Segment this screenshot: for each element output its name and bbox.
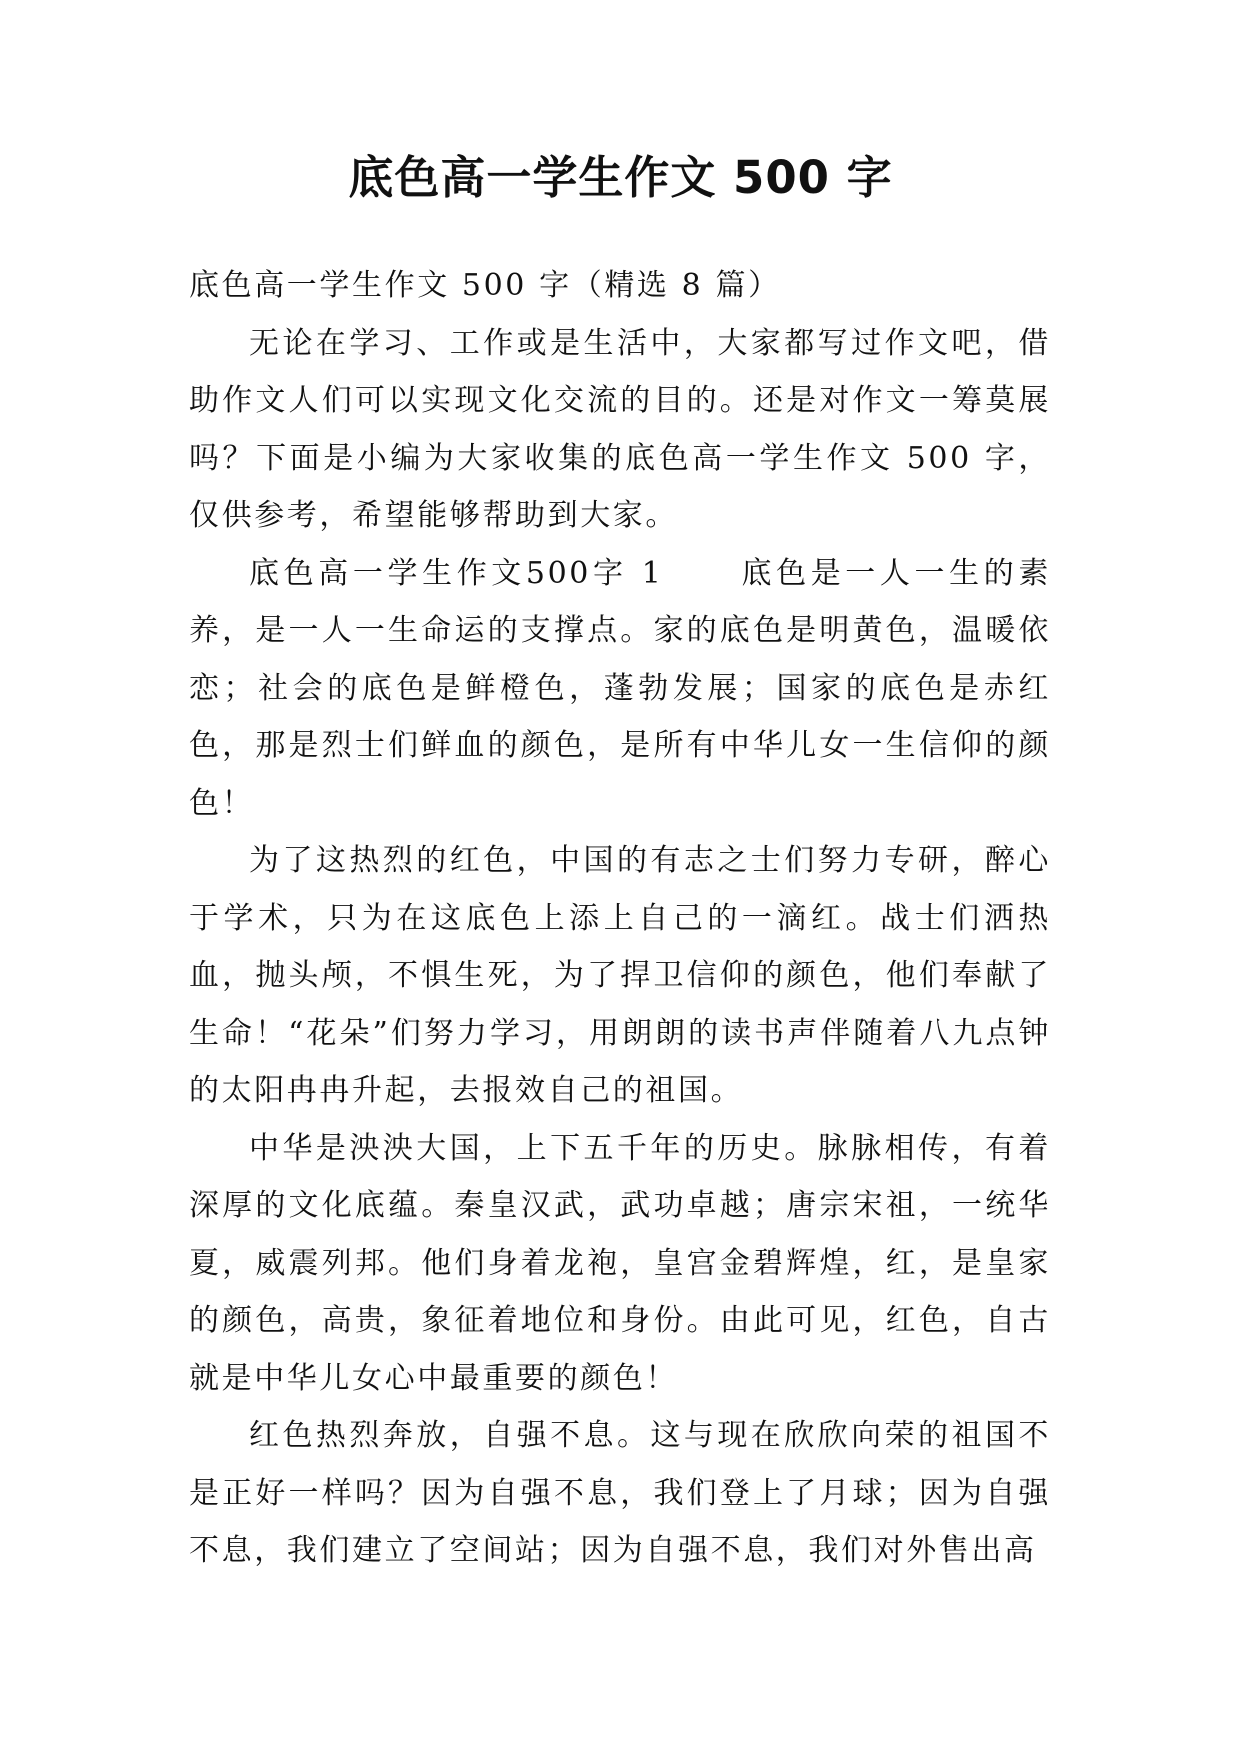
- essay-heading: 底色高一学生作文500字 1: [249, 555, 664, 591]
- essay-first-text: 底色是一人一生的素养，是一人一生命运的支撑点。家的底色是明黄色，温暖依恋；社会的底色是鲜橙色，蓬勃发展；国家的底色是赤红色，那是烈士们鲜血的颜色，是所有中华儿女一生信仰的颜色！: [189, 555, 1051, 821]
- body-paragraph: 红色热烈奔放，自强不息。这与现在欣欣向荣的祖国不是正好一样吗？因为自强不息，我们登上了月球；因为自强不息，我们建立了空间站；因为自强不息，我们对外售出高: [189, 1418, 1051, 1568]
- body-paragraph: 中华是泱泱大国，上下五千年的历史。脉脉相传，有着深厚的文化底蕴。秦皇汉武，武功卓越；唐宗宋祖，一统华夏，威震列邦。他们身着龙袍，皇宫金碧辉煌，红，是皇家的颜色，高贵，象征着地位和身份。由此可见，红色，自古就是中华儿女心中最重要的颜色！: [189, 1130, 1051, 1396]
- intro-paragraph: 无论在学习、工作或是生活中，大家都写过作文吧，借助作文人们可以实现文化交流的目的。还是对作文一筹莫展吗？下面是小编为大家收集的底色高一学生作文 500 字，仅供参考，希望能够帮助到大家。: [189, 325, 1051, 533]
- document-subtitle: 底色高一学生作文 500 字（精选 8 篇）: [189, 268, 781, 303]
- body-paragraph: 为了这热烈的红色，中国的有志之士们努力专研，醉心于学术，只为在这底色上添上自己的一滴红。战士们洒热血，抛头颅，不惧生死，为了捍卫信仰的颜色，他们奉献了生命！“花朵”们努力学习，用朗朗的读书声伴随着八九点钟的太阳冉冉升起，去报效自己的祖国。: [189, 843, 1051, 1108]
- essay-first-paragraph: [189, 545, 1051, 833]
- document-body: [189, 257, 1051, 1580]
- document-title: 底色高一学生作文 500 字: [348, 151, 893, 204]
